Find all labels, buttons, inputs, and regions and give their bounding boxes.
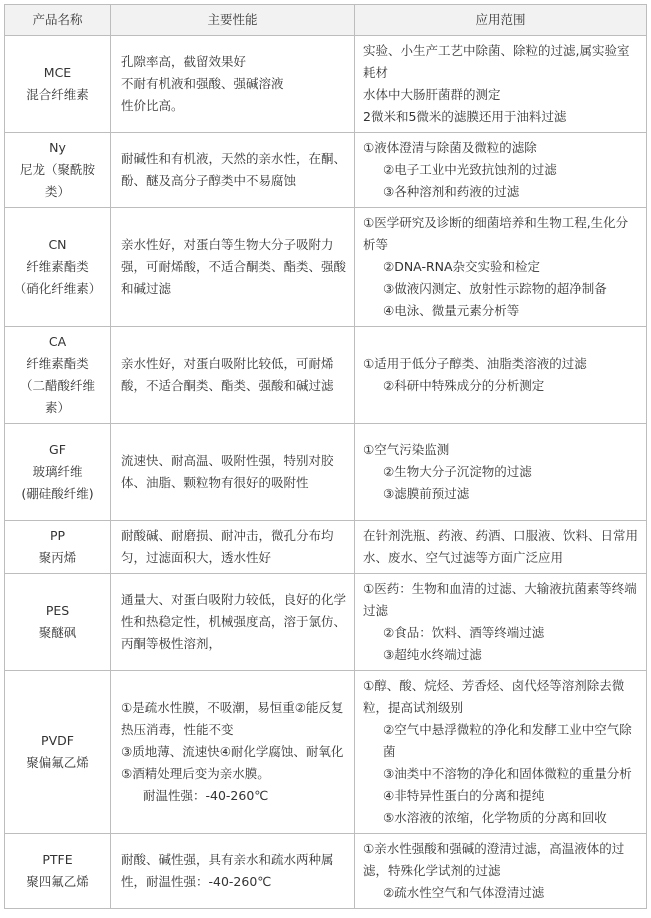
application-line: 2微米和5微米的滤膜还用于油料过滤: [363, 109, 567, 124]
property-line: ③质地薄、流速快④耐化学腐蚀、耐氧化⑤酒精处理后变为亲水膜。: [121, 744, 344, 781]
properties-cell: [111, 834, 355, 909]
table-row: [5, 327, 647, 424]
application-line: ③油类中不溶物的净化和固体微粒的重量分析: [383, 766, 632, 781]
properties-cell: [111, 133, 355, 208]
application-line: ①亲水性强酸和强碱的澄清过滤，高温液体的过滤，特殊化学试剂的过滤: [363, 841, 625, 878]
application-line: ③各种溶剂和药液的过滤: [383, 184, 520, 199]
application-line: ②科研中特殊成分的分析测定: [383, 378, 545, 393]
application-line: ③滤膜前预过滤: [383, 486, 470, 501]
property-line: 耐温性强：-40-260℃: [143, 788, 269, 803]
membrane-spec-table: [4, 4, 647, 909]
applications-cell: [355, 574, 647, 671]
property-line: 性价比高。: [121, 98, 184, 113]
product-code: CA: [48, 334, 67, 349]
property-line: 耐酸、碱性强，具有亲水和疏水两种属性，耐温性强：-40-260℃: [121, 852, 334, 889]
property-line: 耐碱性和有机液，天然的亲水性，在酮、酚、醚及高分子醇类中不易腐蚀: [121, 151, 347, 188]
application-line: ④电泳、微量元素分析等: [383, 303, 520, 318]
applications-cell: [355, 521, 647, 574]
product-name-cell: [5, 521, 111, 574]
application-line: 在针剂洗瓶、药液、药酒、口服液、饮料、日常用水、废水、空气过滤等方面广泛应用: [363, 528, 639, 565]
properties-cell: [111, 36, 355, 133]
application-line: ②食品：饮料、酒等终端过滤: [383, 625, 545, 640]
table-row: [5, 834, 647, 909]
product-name-detail: （硝化纤维素）: [13, 281, 102, 296]
property-line: 孔隙率高，截留效果好: [121, 54, 247, 69]
application-line: ⑤水溶液的浓缩，化学物质的分离和回收: [383, 810, 607, 825]
table-row: [5, 574, 647, 671]
application-line: ①适用于低分子醇类、油脂类溶液的过滤: [363, 356, 587, 371]
application-line: ①医药：生物和血清的过滤、大输液抗菌素等终端过滤: [363, 581, 637, 618]
applications-cell: [355, 133, 647, 208]
product-name-cell: [5, 327, 111, 424]
application-line: ①液体澄清与除菌及微粒的滤除: [363, 140, 537, 155]
product-name-cell: [5, 133, 111, 208]
product-code: PVDF: [41, 733, 74, 748]
application-line: ②空气中悬浮微粒的净化和发酵工业中空气除菌: [383, 722, 632, 759]
product-name: 纤维素酯类: [26, 356, 89, 371]
product-code: PTFE: [42, 852, 73, 867]
table-row: [5, 36, 647, 133]
table-row: [5, 208, 647, 327]
product-name-cell: [5, 574, 111, 671]
application-line: 水体中大肠肝菌群的测定: [363, 87, 501, 102]
properties-cell: [111, 671, 355, 834]
application-line: ③超纯水终端过滤: [383, 647, 482, 662]
application-line: ③做液闪测定、放射性示踪物的超净制备: [383, 281, 607, 296]
product-name-detail: (硼硅酸纤维): [21, 486, 94, 501]
table-row: [5, 671, 647, 834]
table-row: [5, 521, 647, 574]
properties-cell: [111, 574, 355, 671]
properties-cell: [111, 208, 355, 327]
application-line: ②DNA-RNA杂交实验和检定: [383, 259, 541, 274]
properties-cell: [111, 424, 355, 521]
property-line: 亲水性好，对蛋白吸附比较低，可耐烯酸，不适合酮类、酯类、强酸和碱过滤: [121, 356, 334, 393]
product-name-cell: [5, 671, 111, 834]
product-name: 聚醚砜: [38, 625, 77, 640]
properties-cell: [111, 327, 355, 424]
application-line: 实验、小生产工艺中除菌、除粒的过滤,属实验室耗材: [363, 43, 630, 80]
product-code: GF: [49, 442, 66, 457]
product-name: 尼龙（聚酰胺类）: [19, 162, 95, 199]
product-code: Ny: [49, 140, 66, 155]
applications-cell: [355, 327, 647, 424]
property-line: 不耐有机液和强酸、强碱溶液: [121, 76, 284, 91]
product-name: 聚偏氟乙烯: [26, 755, 89, 770]
header-applications: 应用范围: [355, 5, 647, 36]
property-line: 耐酸碱、耐磨损、耐冲击，微孔分布均匀，过滤面积大，透水性好: [121, 528, 334, 565]
property-line: 通量大、对蛋白吸附力较低，良好的化学性和热稳定性，机械强度高，溶于氯仿、丙酮等极性溶剂，: [121, 592, 347, 651]
application-line: ②疏水性空气和气体澄清过滤: [383, 885, 545, 900]
product-name-cell: [5, 36, 111, 133]
applications-cell: [355, 424, 647, 521]
applications-cell: [355, 208, 647, 327]
application-line: ②电子工业中光致抗蚀剂的过滤: [383, 162, 557, 177]
product-name-cell: [5, 208, 111, 327]
properties-cell: [111, 521, 355, 574]
product-code: MCE: [43, 65, 72, 80]
product-name-cell: [5, 834, 111, 909]
application-line: ①医学研究及诊断的细菌培养和生物工程,生化分析等: [363, 215, 629, 252]
product-name: 聚四氟乙烯: [26, 874, 89, 889]
product-name: 聚丙烯: [38, 550, 77, 565]
property-line: ①是疏水性膜，不吸潮，易恒重②能反复热压消毒，性能不变: [121, 700, 344, 737]
application-line: ①醇、酸、烷烃、芳香烃、卤代烃等溶剂除去微粒，提高试剂级别: [363, 678, 625, 715]
table-row: [5, 424, 647, 521]
product-name: 玻璃纤维: [32, 464, 83, 479]
applications-cell: [355, 671, 647, 834]
product-name-detail: （二醋酸纤维素）: [19, 378, 95, 415]
application-line: ①空气污染监测: [363, 442, 450, 457]
product-name-cell: [5, 424, 111, 521]
application-line: ②生物大分子沉淀物的过滤: [383, 464, 532, 479]
product-code: PP: [49, 528, 66, 543]
product-name: 混合纤维素: [26, 87, 89, 102]
applications-cell: [355, 834, 647, 909]
property-line: 流速快、耐高温、吸附性强，特别对胶体、油脂、颗粒物有很好的吸附性: [121, 453, 334, 490]
property-line: 亲水性好，对蛋白等生物大分子吸附力强，可耐烯酸，不适合酮类、酯类、强酸和碱过滤: [121, 237, 347, 296]
application-line: ④非特异性蛋白的分离和提纯: [383, 788, 545, 803]
table-header-row: [5, 5, 647, 36]
product-code: PES: [45, 603, 70, 618]
header-product-name: 产品名称: [5, 5, 111, 36]
product-code: CN: [48, 237, 67, 252]
product-name: 纤维素酯类: [26, 259, 89, 274]
header-properties: 主要性能: [111, 5, 355, 36]
applications-cell: [355, 36, 647, 133]
table-row: [5, 133, 647, 208]
